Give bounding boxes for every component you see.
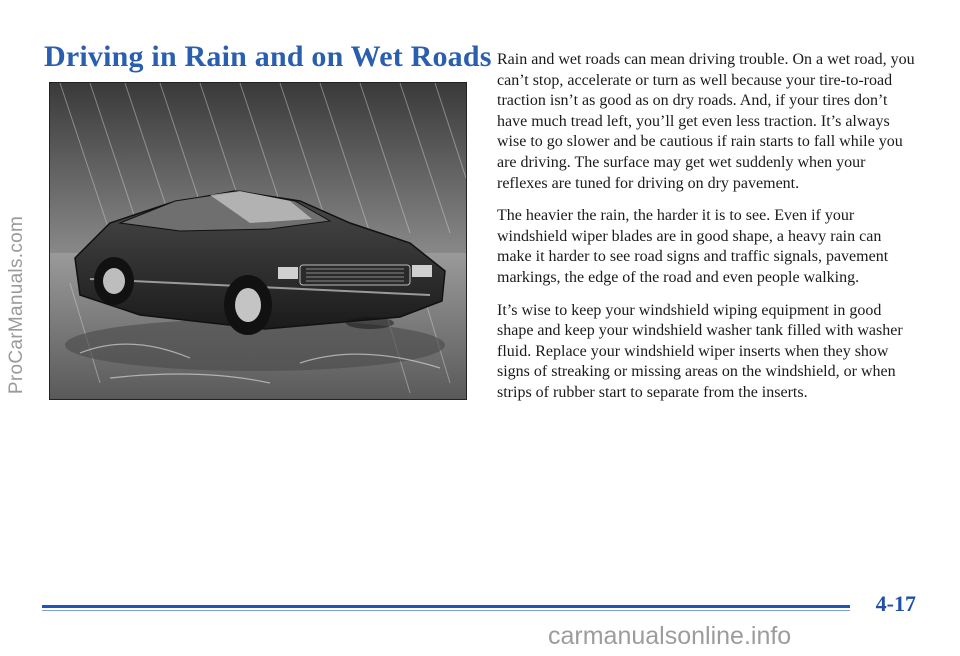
page-title: Driving in Rain and on Wet Roads: [44, 40, 492, 73]
side-watermark-text: ProCarManuals.com: [6, 215, 27, 395]
paragraph-3: It’s wise to keep your windshield wiping equipment in good shape and keep your windshield washer tank filled with washer fluid. Replace your windshield wiper inserts when they show signs of streaking or missing areas on the windshield, or when strips of rubber start to separate from the inserts.: [497, 301, 903, 401]
paragraph-2: The heavier the rain, the harder it is to see. Even if your windshield wiper blades are in good shape, a heavy rain can make it harder to see road signs and traffic signals, pavement markings, the edge of the road and even people walking.: [497, 207, 889, 286]
page-number: 4-17: [875, 591, 916, 616]
car-in-rain-illustration: [49, 82, 467, 400]
footer-rule-thin: [42, 610, 850, 611]
footer-rule: [42, 603, 850, 613]
bottom-watermark: carmanualsonline.info: [548, 622, 792, 650]
footer-rule-thick: [42, 605, 850, 608]
paragraph-1: Rain and wet roads can mean driving trouble. On a wet road, you can’t stop, accelerate or turn as well because your tire-to-road traction isn’t as good as on dry roads. And, if your tires don’t have much tread left, you’ll get even less traction. It’s always wise to go slower and be cautious if rain starts to fall while you are driving. The surface may get wet suddenly when your reflexes are tuned for driving on dry pavement.: [497, 51, 915, 192]
body-text: [497, 50, 915, 416]
side-watermark: [4, 140, 30, 470]
